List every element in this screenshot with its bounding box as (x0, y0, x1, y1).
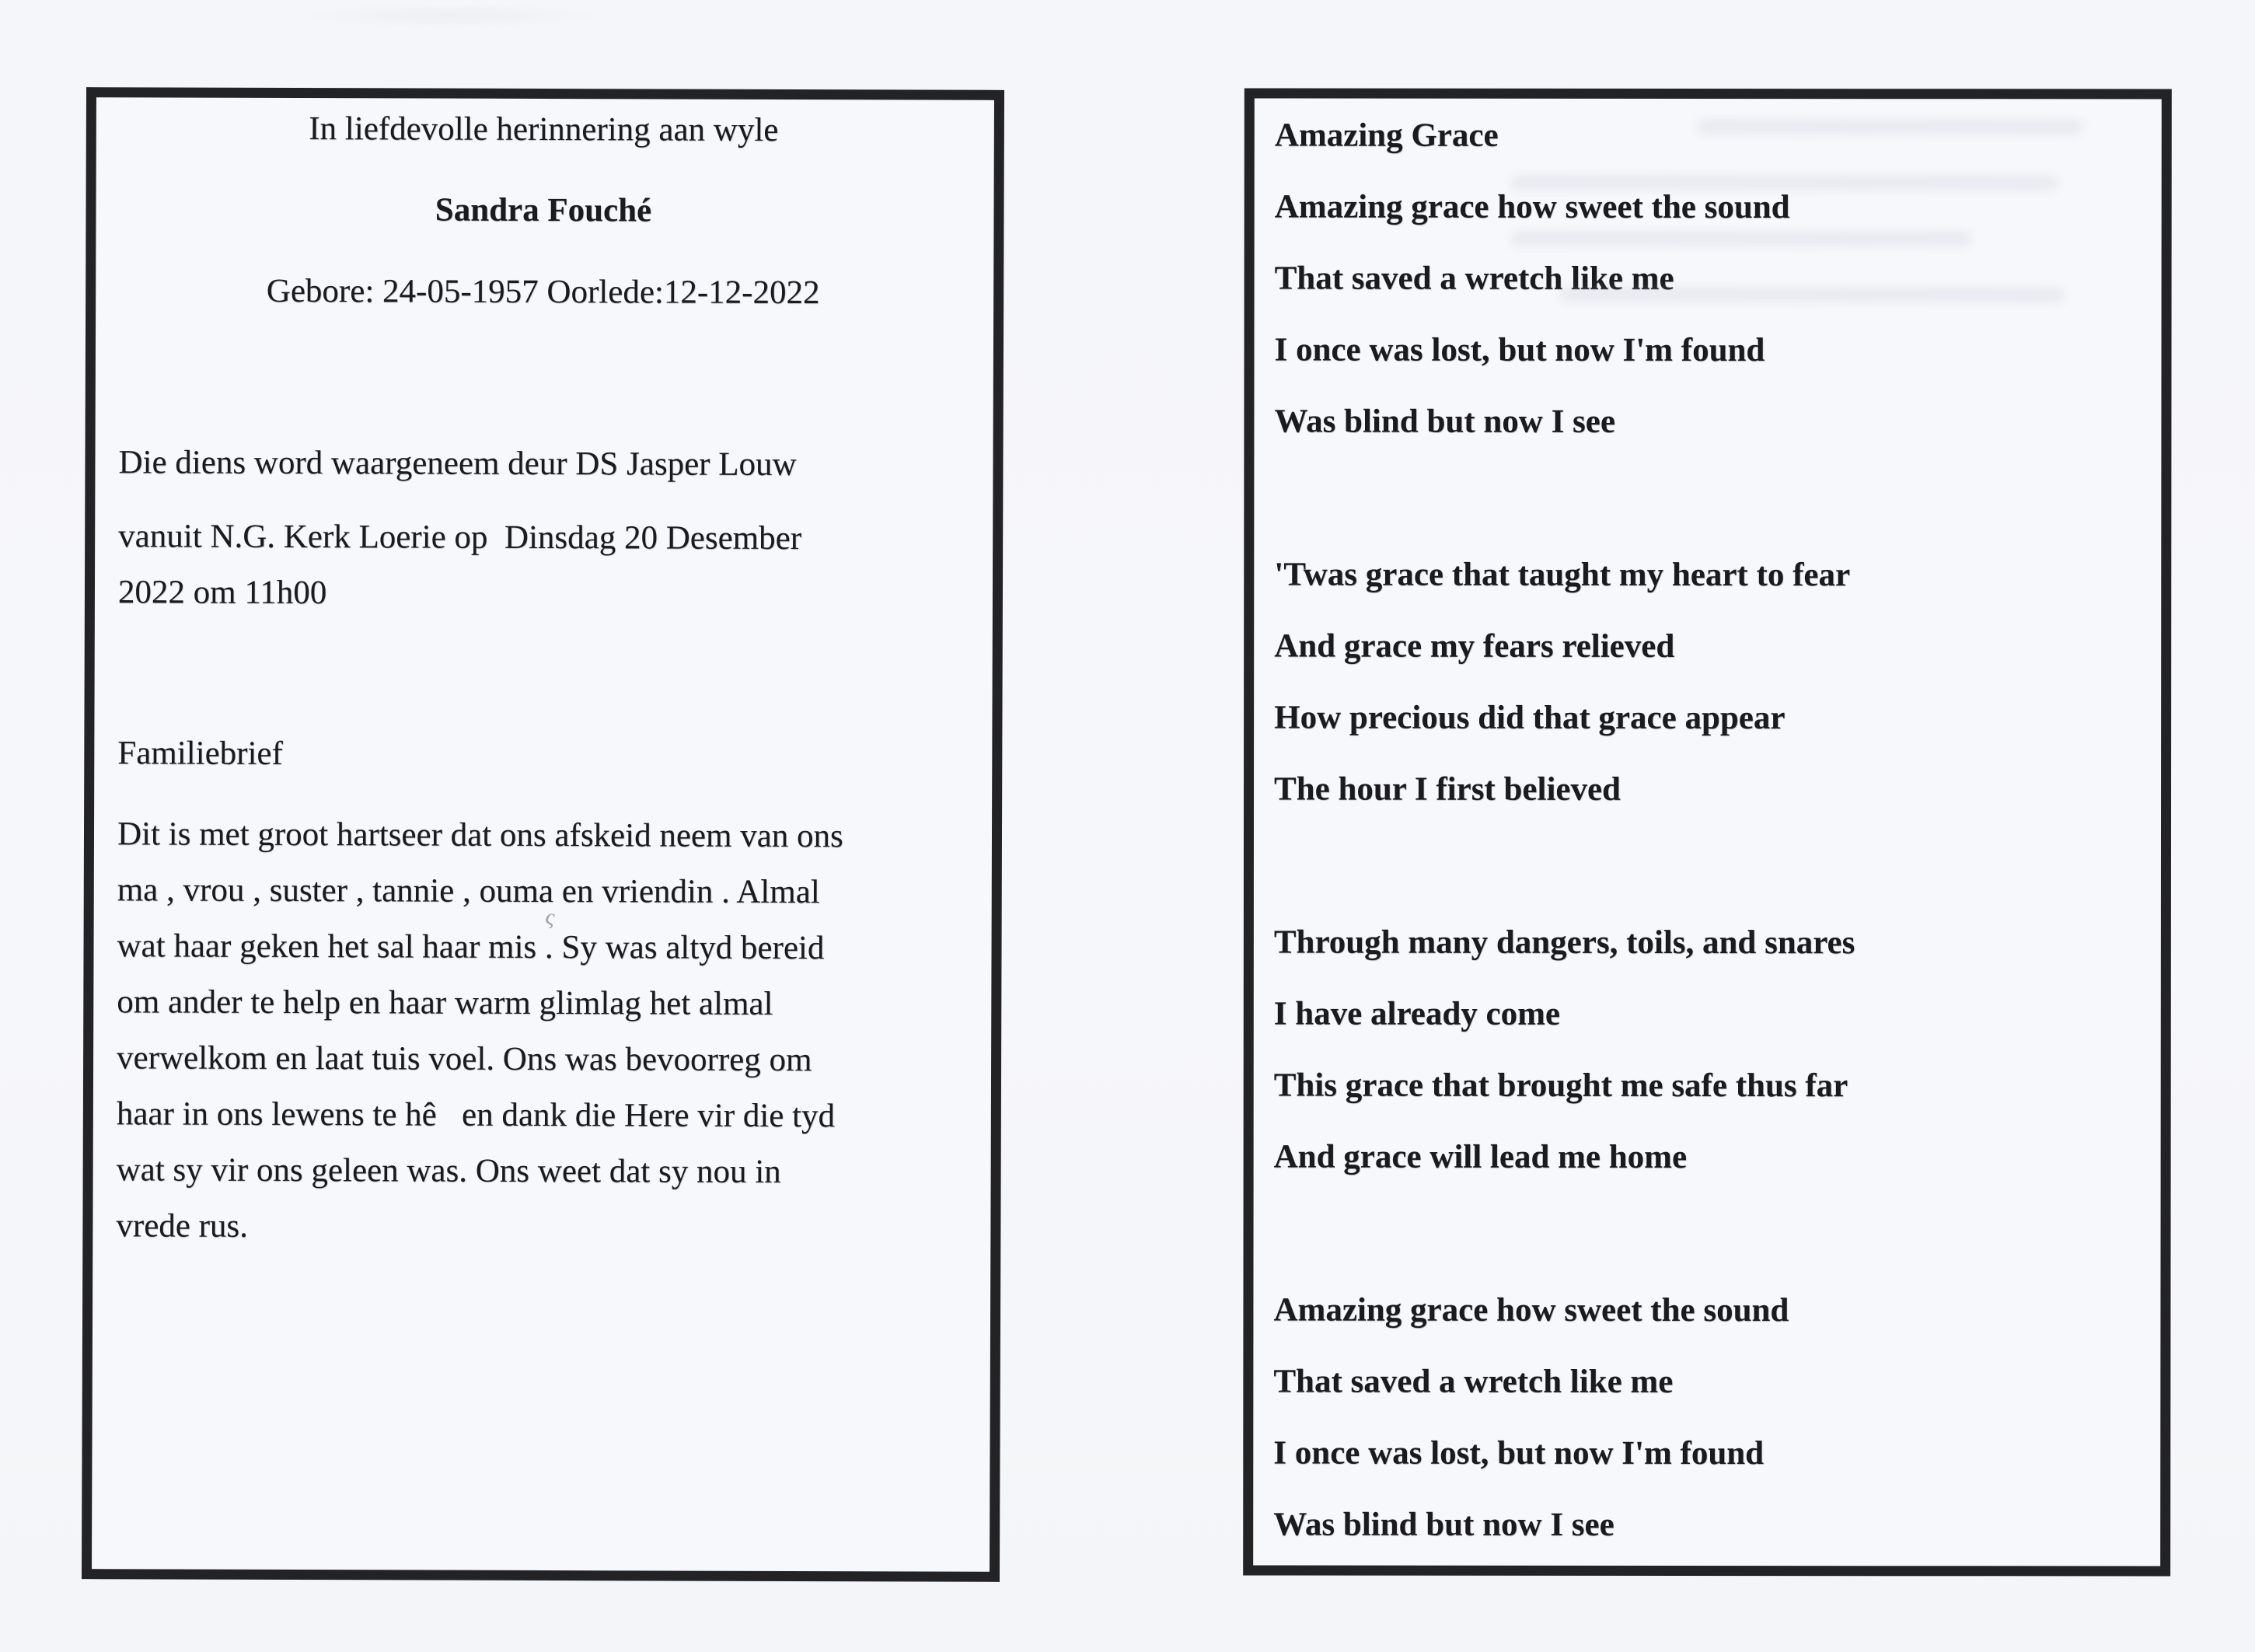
birth-death-dates: Gebore: 24-05-1957 Oorlede:12-12-2022 (266, 272, 820, 312)
family-letter-body: Dit is met groot hartseer dat ons afskeid neem van ons ma , vrou , suster , tannie , ouma en vriendin . Almal wat haar geken het sal haar mis . Sy was altyd bereid om ander te help en haar warm glimlag het almal verwelkom en laat tuis voel. Ons was bevoorreg om haar in ons lewens te hê en dank die Here vir die tyd wat sy vir ons geleen was. Ons weet dat sy nou in vrede rus. (116, 816, 843, 1245)
hymn-title: Amazing Grace (1274, 117, 1499, 154)
memorial-intro-line: In liefdevolle herinnering aan wyle (309, 110, 779, 148)
hymn-stanza-2: 'Twas grace that taught my heart to fear And grace my fears relieved How precious did that grace appear The hour I first believed (1274, 556, 1851, 808)
family-letter-heading: Familiebrief (117, 735, 283, 772)
hymn-stanza-4: Amazing grace how sweet the sound That saved a wretch like me I once was lost, but now I'm found Was blind but now I see (1273, 1291, 1789, 1543)
hymn-stanza-3: Through many dangers, toils, and snares I have already come This grace that brought me safe thus far And grace will lead me home (1273, 924, 1855, 1175)
scan-smudge (210, 0, 692, 31)
service-officiant-line: Die diens word waargeneem deur DS Jasper Louw (118, 444, 797, 484)
memorial-panel (82, 87, 1004, 1582)
service-details: vanuit N.G. Kerk Loerie op Dinsdag 20 Desember 2022 om 11h00 (117, 518, 802, 612)
memorial-header (119, 106, 968, 316)
scan-artifact-mark: ς (543, 903, 558, 931)
hymn-panel (1243, 88, 2172, 1576)
deceased-name: Sandra Fouché (435, 191, 652, 229)
hymn-stanza-1: Amazing grace how sweet the sound That saved a wretch like me I once was lost, but now I'm found Was blind but now I see (1274, 188, 1790, 440)
